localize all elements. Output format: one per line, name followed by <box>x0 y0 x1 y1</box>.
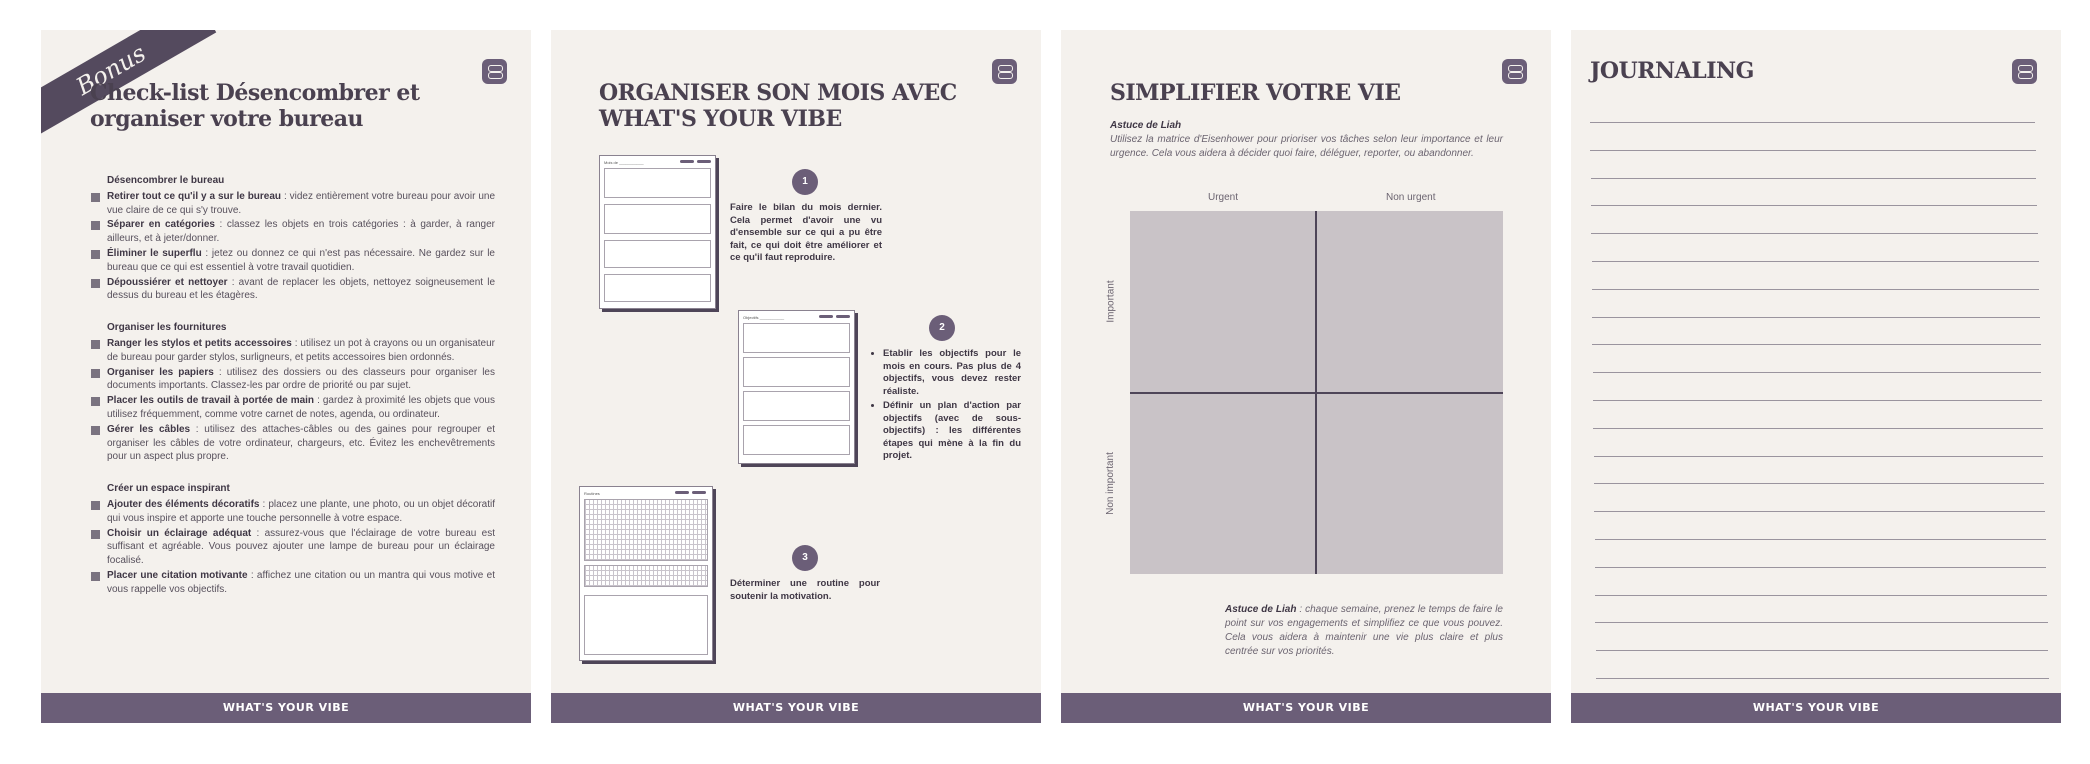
journal-line <box>1595 539 2046 540</box>
item-description: : classez les objets en trois catégories : à garder, à ranger ailleurs, et à jeter/donner. <box>107 219 495 245</box>
item-label: Ranger les stylos et petits accessoires <box>107 337 292 349</box>
item-description: : assurez-vous que l'éclairage de votre bureau est suffisant et agréable. Vous pouvez ajouter une lampe de bureau pour un éclairage focalisé. <box>107 527 495 567</box>
item-description: : utilisez un pot à crayons ou un organisateur de bureau pour garder stylos, surligneurs, et petits accessoires bien ordonnés. <box>107 337 495 363</box>
item-label: Éliminer le superflu <box>107 247 202 259</box>
step-2-item: • Etablir les objectifs pour le mois en cours. Pas plus de 4 objectifs, vous devez rester réaliste. <box>883 348 1021 398</box>
routine-thumbnail <box>579 486 713 661</box>
journal-line <box>1594 511 2045 512</box>
checklist-section <box>91 482 495 596</box>
checkbox-icon[interactable] <box>91 572 100 581</box>
footer-brand: WHAT'S YOUR VIBE <box>1571 693 2061 723</box>
item-description: : videz entièrement votre bureau pour avoir une vue claire de ce qui s'y trouve. <box>107 190 496 216</box>
item-description: : jetez ou donnez ce qui n'est pas nécessaire. Ne gardez sur le bureau que ce qui est essentiel à votre travail quotidien. <box>107 247 495 273</box>
checklist-item <box>91 527 495 568</box>
page-organiser-mois <box>551 30 1041 723</box>
eisenhower-matrix <box>1130 211 1503 574</box>
journal-line <box>1594 456 2044 457</box>
checklist-item <box>91 423 495 464</box>
step-1-badge: 1 <box>792 169 818 195</box>
journal-line <box>1595 622 2047 623</box>
footer-brand: WHAT'S YOUR VIBE <box>551 693 1041 723</box>
thumbnail-header: Objectifs ___________ <box>743 315 785 320</box>
section-title: Désencombrer le bureau <box>107 175 225 186</box>
row-label-non-important: Non important <box>1104 452 1116 515</box>
item-description: : placez une plante, une photo, ou un objet décoratif qui vous inspire et apporte une touche personnelle à votre espace. <box>107 498 495 524</box>
journal-line <box>1591 205 2037 206</box>
item-label: Séparer en catégories <box>107 219 215 231</box>
checklist-item <box>91 337 495 365</box>
item-description: : gardez à proximité les objets que vous utilisez fréquemment, comme votre carnet de notes, agenda, ou ordinateur. <box>107 395 495 420</box>
section-title: Créer un espace inspirant <box>107 483 230 495</box>
footer-brand: WHAT'S YOUR VIBE <box>1061 693 1551 723</box>
item-label: Placer une citation motivante <box>107 569 248 581</box>
page-title: SIMPLIFIER VOTRE VIE <box>1110 80 1401 106</box>
journal-line <box>1596 650 2049 651</box>
step-2-list <box>871 348 1021 465</box>
checkbox-icon[interactable] <box>91 279 100 288</box>
journal-line <box>1592 317 2040 318</box>
menu-icon[interactable] <box>482 59 507 84</box>
journal-line <box>1593 400 2042 401</box>
item-label: Choisir un éclairage adéquat <box>107 527 252 539</box>
journal-line <box>1591 233 2038 234</box>
column-label-non-urgent: Non urgent <box>1386 192 1436 203</box>
item-label: Dépoussiérer et nettoyer <box>107 276 228 288</box>
journal-line <box>1593 428 2042 429</box>
checklist <box>91 174 495 615</box>
journal-line <box>1593 372 2042 373</box>
item-label: Gérer les câbles <box>107 423 191 435</box>
step-2-item: • Définir un plan d'action par objectifs (avec de sous-objectifs) : les différentes étapes qui mène à la fin du projet. <box>883 400 1021 463</box>
checkbox-icon[interactable] <box>91 193 100 202</box>
tip-label: Astuce de Liah <box>1110 120 1182 131</box>
checkbox-icon[interactable] <box>91 369 100 378</box>
checkbox-icon[interactable] <box>91 501 100 510</box>
checklist-item <box>91 247 495 275</box>
journal-line <box>1592 261 2039 262</box>
item-label: Organiser les papiers <box>107 366 214 378</box>
step-3-badge: 3 <box>792 545 818 571</box>
objectives-thumbnail <box>738 310 855 464</box>
journal-line <box>1595 595 2047 596</box>
item-description: : affichez une citation ou un mantra qui vous motive et vous rappelle vos objectifs. <box>107 569 495 595</box>
menu-icon[interactable] <box>2012 59 2037 84</box>
checkbox-icon[interactable] <box>91 340 100 349</box>
checklist-item <box>91 569 495 597</box>
item-label: Placer les outils de travail à portée de main <box>107 395 315 407</box>
row-label-important: Important <box>1105 280 1117 323</box>
tip-text: Utilisez la matrice d'Eisenhower pour prioriser vos tâches selon leur importance et leur urgence. Cela vous aidera à décider quoi faire, déléguer, reporter, ou abandonner. <box>1110 134 1503 159</box>
journal-line <box>1592 289 2039 290</box>
journal-line <box>1594 483 2044 484</box>
tip-2-label: Astuce de Liah <box>1225 604 1297 615</box>
thumbnail-header: Mois de ___________ <box>604 160 644 165</box>
checklist-section <box>91 321 495 464</box>
checklist-item <box>91 190 495 218</box>
bonus-ribbon: Bonus <box>41 30 216 142</box>
thumbnail-header: Routines <box>584 491 600 496</box>
item-label: Ajouter des éléments décoratifs <box>107 498 260 510</box>
journal-line <box>1590 150 2035 151</box>
journal-line <box>1596 678 2049 679</box>
page-title: ORGANISER SON MOIS AVEC WHAT'S YOUR VIBE <box>599 80 957 132</box>
tip-2-text: : chaque semaine, prenez le temps de faire le point sur vos engagements et simplifiez ce que vous pouvez. Cela vous aidera à maintenir une vie plus claire et plus centrée sur vos priorités. <box>1225 604 1503 657</box>
page-simplifier <box>1061 30 1551 723</box>
monthly-review-thumbnail <box>599 155 716 309</box>
journal-line <box>1590 122 2035 123</box>
tip-2 <box>1225 603 1503 659</box>
checkbox-icon[interactable] <box>91 397 100 406</box>
checkbox-icon[interactable] <box>91 221 100 230</box>
step-2-badge: 2 <box>929 315 955 341</box>
journal-line <box>1595 567 2046 568</box>
page-checklist <box>41 30 531 723</box>
item-description: : utilisez des attaches-câbles ou des gaines pour regrouper et organiser les câbles de votre ordinateur, chargeurs, etc. Évitez les enchevêtrements pour un aspect plus propre. <box>107 423 495 463</box>
page-title: Check-list Désencombrer et organiser votre bureau <box>90 80 420 132</box>
page-title: JOURNALING <box>1590 58 1754 84</box>
checklist-item <box>91 276 495 304</box>
page-journaling <box>1571 30 2061 723</box>
section-title: Organiser les fournitures <box>107 322 227 334</box>
checklist-item <box>91 498 495 526</box>
journal-line <box>1592 344 2040 345</box>
checklist-section <box>91 174 495 303</box>
footer-brand: WHAT'S YOUR VIBE <box>41 693 531 723</box>
checklist-item <box>91 218 495 246</box>
journal-line <box>1591 178 2037 179</box>
checkbox-icon[interactable] <box>91 530 100 539</box>
checklist-item <box>91 394 495 422</box>
checkbox-icon[interactable] <box>91 426 100 435</box>
item-description: : utilisez des dossiers ou des classeurs pour organiser les documents importants. Classez-les par ordre de priorité ou par sujet. <box>107 366 495 392</box>
checkbox-icon[interactable] <box>91 250 100 259</box>
matrix-horizontal-divider <box>1130 392 1503 394</box>
item-description: : avant de replacer les objets, nettoyez soigneusement le dessus du bureau et les étagères. <box>107 276 495 302</box>
step-1-text: Faire le bilan du mois dernier. Cela permet d'avoir une vu d'ensemble sur ce qui a pu être fait, ce qui doit être améliorer et ce qu'il faut reproduire. <box>730 202 882 263</box>
checklist-item <box>91 366 495 394</box>
step-3-text: Déterminer une routine pour soutenir la motivation. <box>730 578 880 602</box>
item-label: Retirer tout ce qu'il y a sur le bureau <box>107 190 282 202</box>
column-label-urgent: Urgent <box>1208 192 1239 203</box>
